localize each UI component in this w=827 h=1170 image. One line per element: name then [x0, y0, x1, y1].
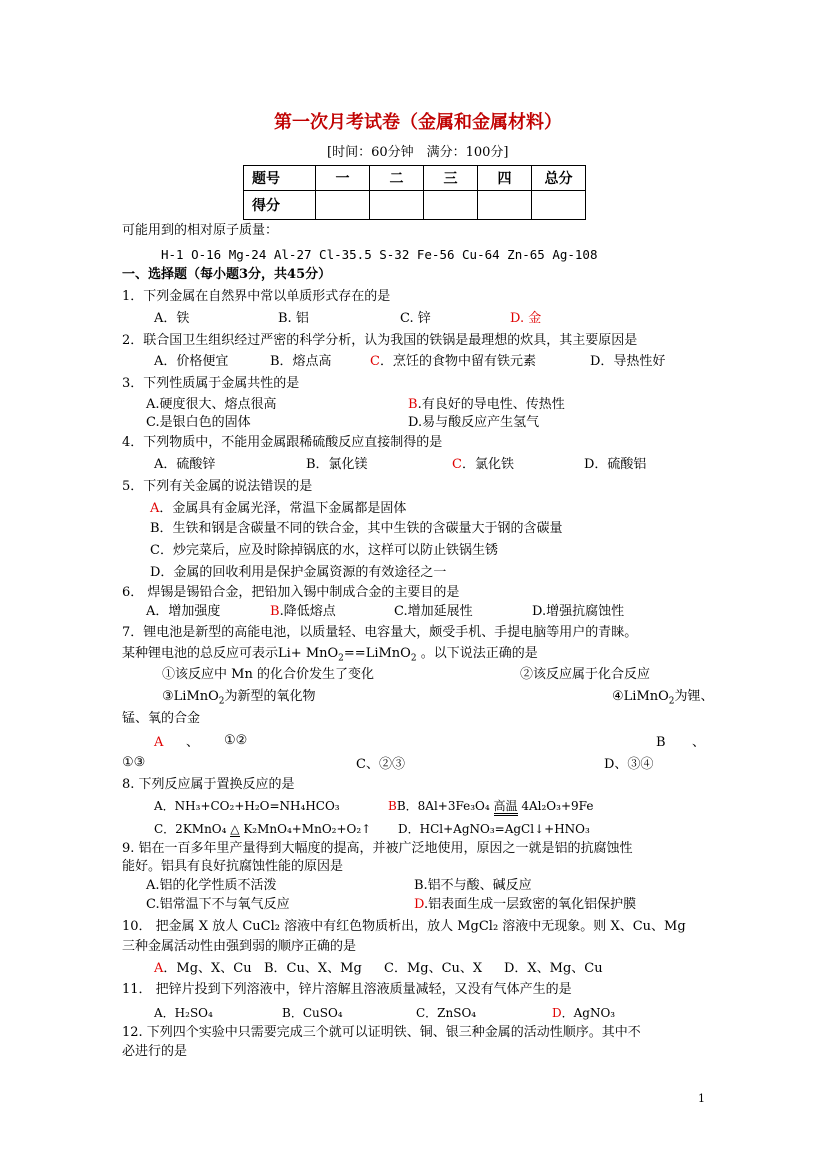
option-b: B．生铁和钢是含碳量不同的铁合金，其中生铁的含碳量大于钢的含碳量: [150, 521, 563, 536]
option-d: D.增强抗腐蚀性: [532, 604, 625, 619]
option-b: B.有良好的导电性、传热性: [408, 397, 565, 412]
option-a: A．金属具有金属光泽，常温下金属都是固体: [150, 501, 407, 516]
option-b: B. 铝: [278, 311, 309, 326]
option-a: A．H₂SO₄: [154, 1006, 213, 1020]
statement-4-continued: 锰、氧的合金: [122, 711, 201, 726]
option-c: C. 锌: [400, 311, 431, 326]
question-stem: 9. 铝在一百多年里产量得到大幅度的提高，并被广泛地使用，原因之一就是铝的抗腐蚀性: [122, 841, 633, 856]
option-b: B．熔点高: [270, 354, 332, 369]
score-row-label: 得分: [244, 191, 316, 220]
section-heading: 一、选择题（每小题3分，共45分）: [122, 267, 332, 282]
score-header-cell: 四: [478, 166, 532, 191]
score-header-cell: 总分: [532, 166, 586, 191]
question-stem-reaction: 某种锂电池的总反应可表示Li+ MnO$_2$==LiMnO$_2$ 。以下说法正确的是: [122, 646, 538, 664]
score-cell: [532, 191, 586, 220]
option-c: C．ZnSO₄: [416, 1006, 477, 1020]
page-number: 1: [698, 1092, 705, 1105]
option-d: D．AgNO₃: [552, 1006, 616, 1020]
option-a-separator: 、: [186, 735, 200, 750]
question-stem: 7．锂电池是新型的高能电池，以质量轻、电容量大，颇受手机、手提电脑等用户的青睐。: [122, 625, 638, 640]
option-c: C．氯化铁: [452, 457, 514, 472]
option-d: D．X、Mg、Cu: [504, 961, 603, 976]
statement-1: ①该反应中 Mn 的化合价发生了变化: [162, 667, 374, 682]
option-b: BB．8Al+3Fe₃O₄ 高温 4Al₂O₃+9Fe: [388, 797, 593, 815]
option-d: D．HCl+AgNO₃=AgCl↓+HNO₃: [398, 822, 590, 836]
score-header-cell: 题号: [244, 166, 316, 191]
option-d: D．金属的回收利用是保护金属资源的有效途径之一: [150, 565, 447, 580]
question-stem: 6． 焊锡是锡铅合金，把铅加入锡中制成合金的主要目的是: [122, 585, 460, 600]
question-stem: 4．下列物质中，不能用金属跟稀硫酸反应直接制得的是: [122, 435, 443, 450]
question-stem: 2．联合国卫生组织经过严密的科学分析，认为我国的铁锅是最理想的炊具，其主要原因是: [122, 333, 638, 348]
option-a-text: ①②: [224, 733, 248, 748]
question-stem-continued: 三种金属活动性由强到弱的顺序正确的是: [122, 939, 357, 954]
option-a: A.硬度很大、熔点很高: [146, 397, 277, 412]
statement-4: ④LiMnO$_2$为锂、: [612, 689, 714, 707]
question-stem: 12. 下列四个实验中只需要完成三个就可以证明铁、铜、银三种金属的活动性顺序。其中不: [122, 1025, 641, 1040]
atomic-mass-label: 可能用到的相对原子质量：: [122, 223, 279, 238]
option-a: A.铝的化学性质不活泼: [146, 878, 277, 893]
question-stem: 11． 把锌片投到下列溶液中，锌片溶解且溶液质量减轻，又没有气体产生的是: [122, 982, 572, 997]
option-a-letter: A: [154, 735, 164, 750]
option-a: A．增加强度: [146, 604, 221, 619]
score-cell: [316, 191, 370, 220]
page-title: 第一次月考试卷（金属和金属材料）: [274, 112, 562, 133]
option-b: B.铝不与酸、碱反应: [414, 878, 532, 893]
question-stem: 3．下列性质属于金属共性的是: [122, 376, 300, 391]
score-header-cell: 二: [370, 166, 424, 191]
score-header-cell: 一: [316, 166, 370, 191]
score-header-cell: 三: [424, 166, 478, 191]
statement-2: ②该反应属于化合反应: [520, 667, 651, 682]
option-c: C.是银白色的固体: [146, 415, 251, 430]
statement-3: ③LiMnO$_2$为新型的氧化物: [162, 689, 316, 707]
question-stem-continued: 必进行的是: [122, 1044, 188, 1059]
option-a: A．Mg、X、Cu: [154, 961, 252, 976]
score-table: [243, 165, 586, 220]
option-d: D．导热性好: [590, 354, 666, 369]
option-c: C.增加延展性: [394, 604, 473, 619]
option-c: C、②③: [356, 757, 405, 772]
time-info: [时间：60分钟 满分：100分]: [327, 145, 509, 160]
option-c: C．Mg、Cu、X: [384, 961, 483, 976]
option-a: A．NH₃+CO₂+H₂O=NH₄HCO₃: [154, 799, 340, 813]
question-stem: 5．下列有关金属的说法错误的是: [122, 479, 313, 494]
score-cell: [478, 191, 532, 220]
option-d: D、③④: [604, 757, 654, 772]
option-d: D．硫酸铝: [584, 457, 647, 472]
question-stem: 1．下列金属在自然界中常以单质形式存在的是: [122, 289, 391, 304]
option-b-text: ①③: [122, 755, 146, 770]
option-b: B．CuSO₄: [282, 1006, 343, 1020]
option-c: C.铝常温下不与氧气反应: [146, 897, 290, 912]
option-b: B．氯化镁: [306, 457, 368, 472]
option-b-separator: 、: [692, 735, 706, 750]
option-d: D.易与酸反应产生氢气: [408, 415, 540, 430]
option-a: A．铁: [154, 311, 190, 326]
option-b: B．Cu、X、Mg: [264, 961, 362, 976]
option-a: A．价格便宜: [154, 354, 229, 369]
option-b-letter: B: [656, 735, 666, 750]
question-stem: 10． 把金属 X 放人 CuCl₂ 溶液中有红色物质析出，放人 MgCl₂ 溶液中无现象。则 X、Cu、Mg: [122, 919, 686, 934]
question-stem-continued: 能好。铝具有良好抗腐蚀性能的原因是: [122, 859, 344, 874]
option-d: D. 金: [510, 311, 542, 326]
option-b: B.降低熔点: [270, 604, 336, 619]
option-a: A．硫酸锌: [154, 457, 216, 472]
question-stem: 8. 下列反应属于置换反应的是: [122, 777, 295, 792]
option-c: C．炒完菜后，应及时除掉锅底的水，这样可以防止铁锅生锈: [150, 543, 498, 558]
score-cell: [370, 191, 424, 220]
option-c: C．2KMnO₄ △ K₂MnO₄+MnO₂+O₂↑: [154, 822, 372, 836]
atomic-masses: H-1 O-16 Mg-24 Al-27 Cl-35.5 S-32 Fe-56 Cu-64 Zn-65 Ag-108: [161, 247, 598, 262]
option-c: C．烹饪的食物中留有铁元素: [370, 354, 536, 369]
score-cell: [424, 191, 478, 220]
option-d: D.铝表面生成一层致密的氧化铝保护膜: [414, 897, 637, 912]
